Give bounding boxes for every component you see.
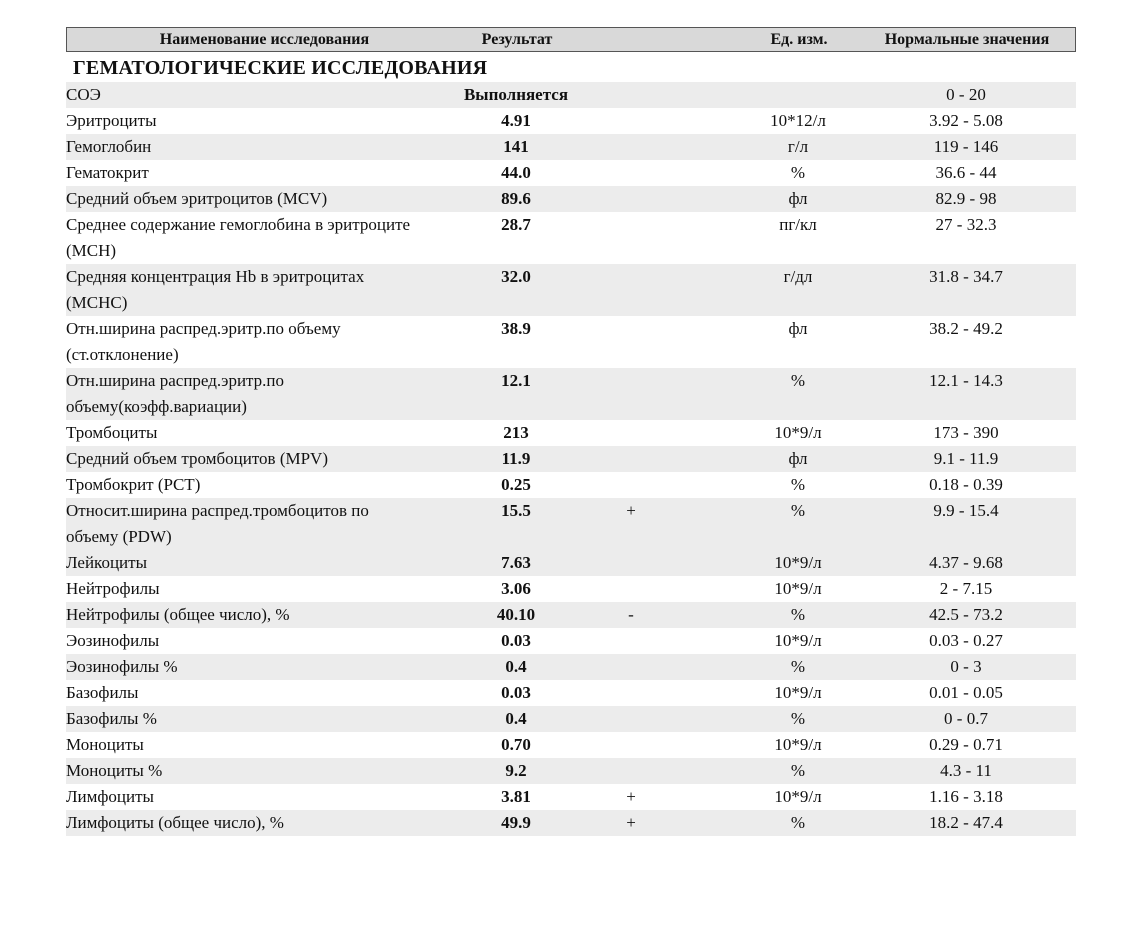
result-flag: + <box>626 787 636 806</box>
table-row <box>66 732 1076 758</box>
test-result: 11.9 <box>501 449 531 468</box>
section-heading <box>66 52 1076 82</box>
test-result: 3.81 <box>501 787 531 806</box>
reference-range: 4.37 - 9.68 <box>929 553 1003 572</box>
test-unit: 10*9/л <box>774 683 822 702</box>
table-row <box>66 134 1076 160</box>
test-unit: 10*12/л <box>770 111 826 130</box>
reference-range: 0.01 - 0.05 <box>929 683 1003 702</box>
test-unit: % <box>790 501 806 520</box>
reference-range: 0.18 - 0.39 <box>929 475 1003 494</box>
table-row <box>66 212 1076 264</box>
reference-range: 9.9 - 15.4 <box>933 501 999 520</box>
test-unit: 10*9/л <box>774 423 822 442</box>
test-name: Эозинофилы <box>66 631 160 650</box>
test-unit: фл <box>788 189 808 208</box>
results-table-body <box>66 82 1076 836</box>
test-unit: г/л <box>787 137 809 156</box>
test-unit: 10*9/л <box>774 735 822 754</box>
test-result: 213 <box>503 423 529 442</box>
table-row <box>66 706 1076 732</box>
test-name: Моноциты <box>66 735 144 754</box>
test-result: 15.5 <box>501 501 531 520</box>
test-name: Гемоглобин <box>66 137 152 156</box>
header-result: Результат <box>481 31 553 48</box>
test-name: Эритроциты <box>66 111 157 130</box>
test-result: 38.9 <box>501 319 531 338</box>
test-name: Моноциты % <box>66 761 163 780</box>
reference-range: 0 - 0.7 <box>944 709 988 728</box>
test-name: Базофилы <box>66 683 139 702</box>
test-name: Средняя концентрация Hb в эритроцитах (MCHC) <box>66 267 365 312</box>
test-name: Тромбокрит (PCT) <box>66 475 201 494</box>
test-name: Нейтрофилы <box>66 579 160 598</box>
table-row <box>66 472 1076 498</box>
test-unit: 10*9/л <box>774 631 822 650</box>
test-unit: 10*9/л <box>774 553 822 572</box>
table-row <box>66 680 1076 706</box>
test-result: 32.0 <box>501 267 531 286</box>
reference-range: 9.1 - 11.9 <box>933 449 999 468</box>
reference-range: 3.92 - 5.08 <box>929 111 1003 130</box>
header-name: Наименование исследования <box>159 31 370 48</box>
test-name: Среднее содержание гемоглобина в эритроците (MCH) <box>66 215 411 260</box>
table-row <box>66 160 1076 186</box>
reference-range: 0.29 - 0.71 <box>929 735 1003 754</box>
test-name: Средний объем тромбоцитов (MPV) <box>66 449 328 468</box>
table-row <box>66 810 1076 836</box>
test-result: 0.4 <box>505 709 527 728</box>
test-unit: % <box>790 813 806 832</box>
reference-range: 1.16 - 3.18 <box>929 787 1003 806</box>
reference-range: 31.8 - 34.7 <box>929 267 1003 286</box>
test-result: 7.63 <box>501 553 531 572</box>
test-result: 12.1 <box>501 371 531 390</box>
table-header <box>66 27 1076 52</box>
test-unit: фл <box>788 319 808 338</box>
reference-range: 38.2 - 49.2 <box>929 319 1003 338</box>
result-flag: + <box>626 501 636 520</box>
test-result: 0.03 <box>501 683 531 702</box>
test-result: 49.9 <box>501 813 531 832</box>
table-row <box>66 264 1076 316</box>
section-title: ГЕМАТОЛОГИЧЕСКИЕ ИССЛЕДОВАНИЯ <box>73 57 488 79</box>
test-result: 4.91 <box>501 111 531 130</box>
test-name: Нейтрофилы (общее число), % <box>66 605 290 624</box>
table-row <box>66 550 1076 576</box>
test-name: Базофилы % <box>66 709 157 728</box>
test-name: Эозинофилы % <box>66 657 178 676</box>
test-result: Выполняется <box>463 85 569 104</box>
table-row <box>66 628 1076 654</box>
reference-range: 18.2 - 47.4 <box>929 813 1003 832</box>
test-result: 141 <box>503 137 529 156</box>
test-result: 44.0 <box>501 163 531 182</box>
test-result: 9.2 <box>505 761 527 780</box>
test-name: Средний объем эритроцитов (MCV) <box>66 189 328 208</box>
test-result: 0.4 <box>505 657 527 676</box>
reference-range: 12.1 - 14.3 <box>929 371 1003 390</box>
test-unit: % <box>790 709 806 728</box>
test-unit: % <box>790 657 806 676</box>
test-name: Отн.ширина распред.эритр.по объему(коэфф.вариации) <box>66 371 285 416</box>
table-row <box>66 82 1076 108</box>
reference-range: 36.6 - 44 <box>935 163 997 182</box>
reference-range: 2 - 7.15 <box>939 579 993 598</box>
test-name: Тромбоциты <box>66 423 158 442</box>
test-unit: % <box>790 371 806 390</box>
test-unit: пг/кл <box>779 215 817 234</box>
test-name: Гематокрит <box>66 163 149 182</box>
test-unit: фл <box>788 449 808 468</box>
reference-range: 0 - 20 <box>946 85 986 104</box>
table-row <box>66 108 1076 134</box>
reference-range: 0.03 - 0.27 <box>929 631 1003 650</box>
table-row <box>66 420 1076 446</box>
test-unit: % <box>790 163 806 182</box>
lab-report <box>66 27 1076 836</box>
test-name: Относит.ширина распред.тромбоцитов по объему (PDW) <box>66 501 369 546</box>
test-result: 0.70 <box>501 735 531 754</box>
reference-range: 82.9 - 98 <box>935 189 997 208</box>
test-name: Лимфоциты <box>66 787 154 806</box>
test-result: 3.06 <box>501 579 531 598</box>
table-row <box>66 602 1076 628</box>
result-flag: - <box>628 605 634 624</box>
table-row <box>66 368 1076 420</box>
test-unit: 10*9/л <box>774 787 822 806</box>
test-unit: г/дл <box>783 267 813 286</box>
table-row <box>66 498 1076 550</box>
table-row <box>66 758 1076 784</box>
test-unit: % <box>790 475 806 494</box>
reference-range: 27 - 32.3 <box>935 215 997 234</box>
table-row <box>66 446 1076 472</box>
test-result: 40.10 <box>496 605 536 624</box>
test-unit: % <box>790 605 806 624</box>
reference-range: 4.3 - 11 <box>940 761 992 780</box>
test-unit: 10*9/л <box>774 579 822 598</box>
test-result: 0.25 <box>501 475 531 494</box>
test-name: Отн.ширина распред.эритр.по объему (ст.отклонение) <box>66 319 341 364</box>
table-row <box>66 784 1076 810</box>
test-result: 28.7 <box>501 215 531 234</box>
test-result: 0.03 <box>501 631 531 650</box>
test-name: Лимфоциты (общее число), % <box>66 813 284 832</box>
reference-range: 173 - 390 <box>933 423 999 442</box>
table-row <box>66 316 1076 368</box>
table-row <box>66 576 1076 602</box>
test-name: СОЭ <box>66 85 101 104</box>
reference-range: 42.5 - 73.2 <box>929 605 1003 624</box>
test-result: 89.6 <box>501 189 531 208</box>
table-row <box>66 654 1076 680</box>
header-unit: Ед. изм. <box>770 31 828 48</box>
test-name: Лейкоциты <box>66 553 147 572</box>
test-unit: % <box>790 761 806 780</box>
result-flag: + <box>626 813 636 832</box>
reference-range: 0 - 3 <box>950 657 982 676</box>
table-row <box>66 186 1076 212</box>
header-norm: Нормальные значения <box>884 31 1050 48</box>
reference-range: 119 - 146 <box>933 137 999 156</box>
